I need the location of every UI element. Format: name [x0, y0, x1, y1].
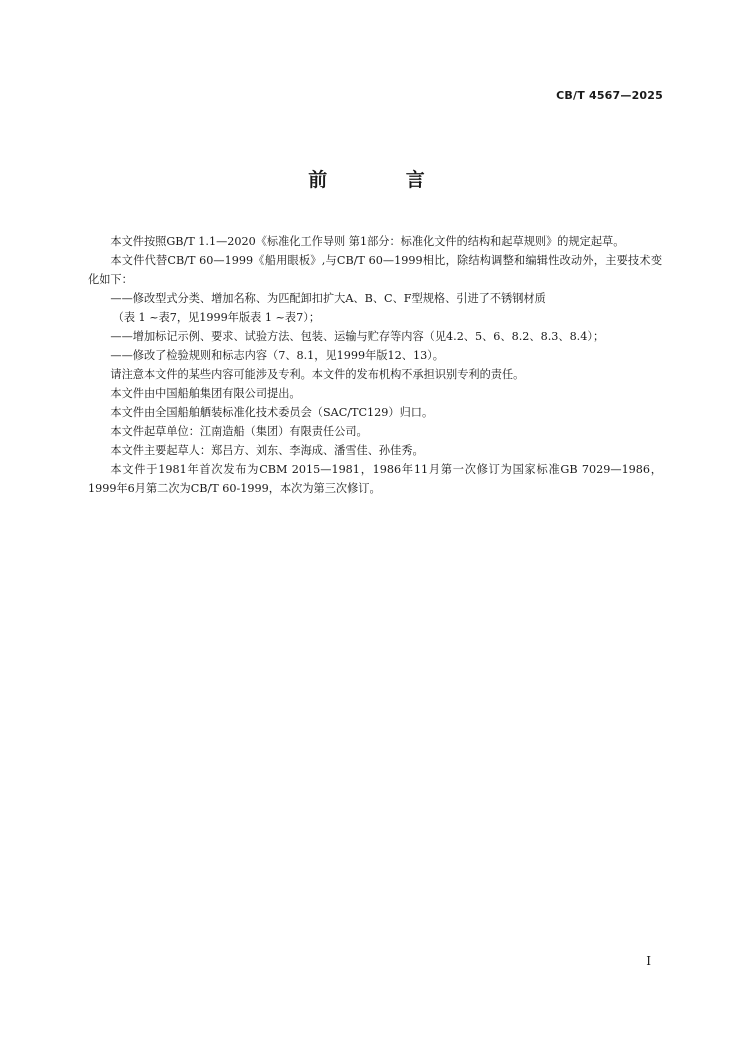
standard-code: CB/T 4567—2025	[556, 89, 663, 102]
page-number: I	[646, 954, 651, 968]
change-item-3: ——修改了检验规则和标志内容（7、8.1，见1999年版12、13）。	[110, 349, 444, 362]
paragraph-history: 本文件于1981年首次发布为CBM 2015—1981，1986年11月第一次修订为国家标准GB 7029—1986，1999年6月第二次为CB/T 60-1999，本次为第三次修订。	[88, 463, 662, 495]
paragraph-proposed-by: 本文件由中国船舶集团有限公司提出。	[110, 387, 301, 400]
paragraph-drafting-unit: 本文件起草单位：江南造船（集团）有限责任公司。	[110, 425, 368, 438]
change-item-1: ——修改型式分类、增加名称、为匹配卸扣扩大A、B、C、F型规格、引进了不锈钢材质	[110, 292, 546, 305]
foreword-body	[88, 232, 662, 498]
paragraph-replaces: 本文件代替CB/T 60—1999《船用眼板》,与CB/T 60—1999相比，除结构调整和编辑性改动外，主要技术变化如下：	[88, 254, 662, 286]
change-item-1-continued: （表 1 ~表7，见1999年版表 1 ~表7）；	[112, 311, 321, 324]
paragraph-drafters: 本文件主要起草人：郑吕方、刘东、李海成、潘雪佳、孙佳秀。	[110, 444, 424, 457]
paragraph-drafting-rules: 本文件按照GB/T 1.1—2020《标准化工作导则 第1部分：标准化文件的结构和起草规则》的规定起草。	[110, 235, 625, 248]
page-title: 前 言	[308, 169, 461, 191]
change-item-2: ——增加标记示例、要求、试验方法、包装、运输与贮存等内容（见4.2、5、6、8.2、8.3、8.4）；	[110, 330, 605, 343]
paragraph-patent-notice: 请注意本文件的某些内容可能涉及专利。本文件的发布机构不承担识别专利的责任。	[110, 368, 525, 381]
paragraph-centralized-by: 本文件由全国船舶舾装标准化技术委员会（SAC/TC129）归口。	[110, 406, 434, 419]
